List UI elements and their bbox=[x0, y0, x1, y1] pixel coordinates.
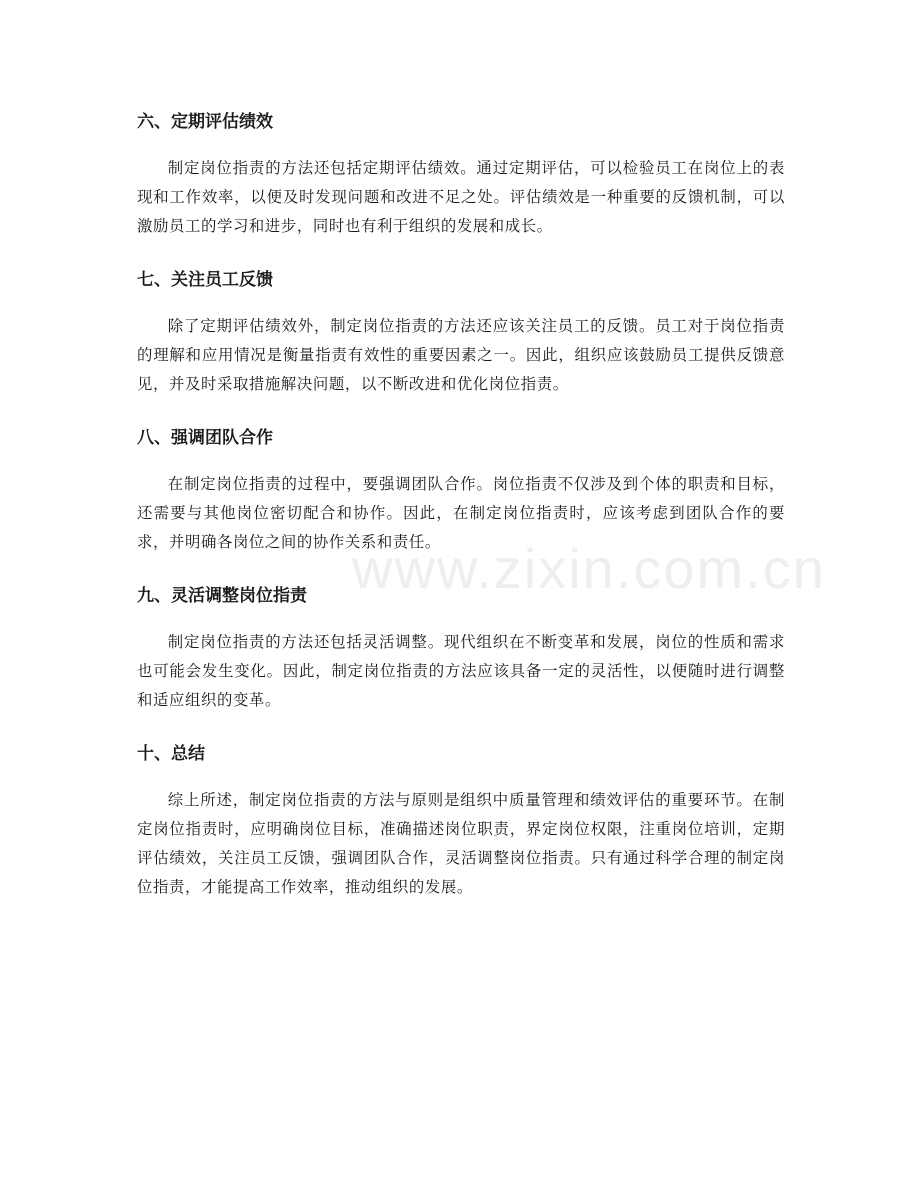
section-heading: 六、定期评估绩效 bbox=[137, 112, 273, 132]
section-paragraph: 综上所述，制定岗位指责的方法与原则是组织中质量管理和绩效评估的重要环节。在制定岗位指责时，应明确岗位目标，准确描述岗位职责，界定岗位权限，注重岗位培训，定期评估绩效，关注员工反馈，强调团队合作，灵活调整岗位指责。只有通过科学合理的制定岗位指责，才能提高工作效率，推动组织的发展。 bbox=[137, 791, 785, 896]
section-9 bbox=[137, 582, 785, 715]
section-paragraph: 制定岗位指责的方法还包括灵活调整。现代组织在不断变革和发展，岗位的性质和需求也可能会发生变化。因此，制定岗位指责的方法应该具备一定的灵活性，以便随时进行调整和适应组织的变革。 bbox=[137, 633, 785, 709]
section-paragraph: 制定岗位指责的方法还包括定期评估绩效。通过定期评估，可以检验员工在岗位上的表现和工作效率，以便及时发现问题和改进不足之处。评估绩效是一种重要的反馈机制，可以激励员工的学习和进步，同时也有利于组织的发展和成长。 bbox=[137, 159, 785, 235]
section-10 bbox=[137, 740, 785, 902]
section-heading: 八、强调团队合作 bbox=[137, 428, 273, 448]
document-content bbox=[137, 108, 785, 927]
watermark: www.zixin.com.cn bbox=[352, 537, 826, 600]
section-heading: 九、灵活调整岗位指责 bbox=[137, 586, 307, 606]
section-heading: 七、关注员工反馈 bbox=[137, 270, 273, 290]
section-paragraph: 在制定岗位指责的过程中，要强调团队合作。岗位指责不仅涉及到个体的职责和目标，还需要与其他岗位密切配合和协作。因此，在制定岗位指责时，应该考虑到团队合作的要求，并明确各岗位之间的协作关系和责任。 bbox=[137, 475, 785, 551]
section-paragraph: 除了定期评估绩效外，制定岗位指责的方法还应该关注员工的反馈。员工对于岗位指责的理解和应用情况是衡量指责有效性的重要因素之一。因此，组织应该鼓励员工提供反馈意见，并及时采取措施解决问题，以不断改进和优化岗位指责。 bbox=[137, 317, 785, 393]
section-6 bbox=[137, 108, 785, 241]
section-heading: 十、总结 bbox=[137, 744, 205, 764]
section-7 bbox=[137, 266, 785, 399]
